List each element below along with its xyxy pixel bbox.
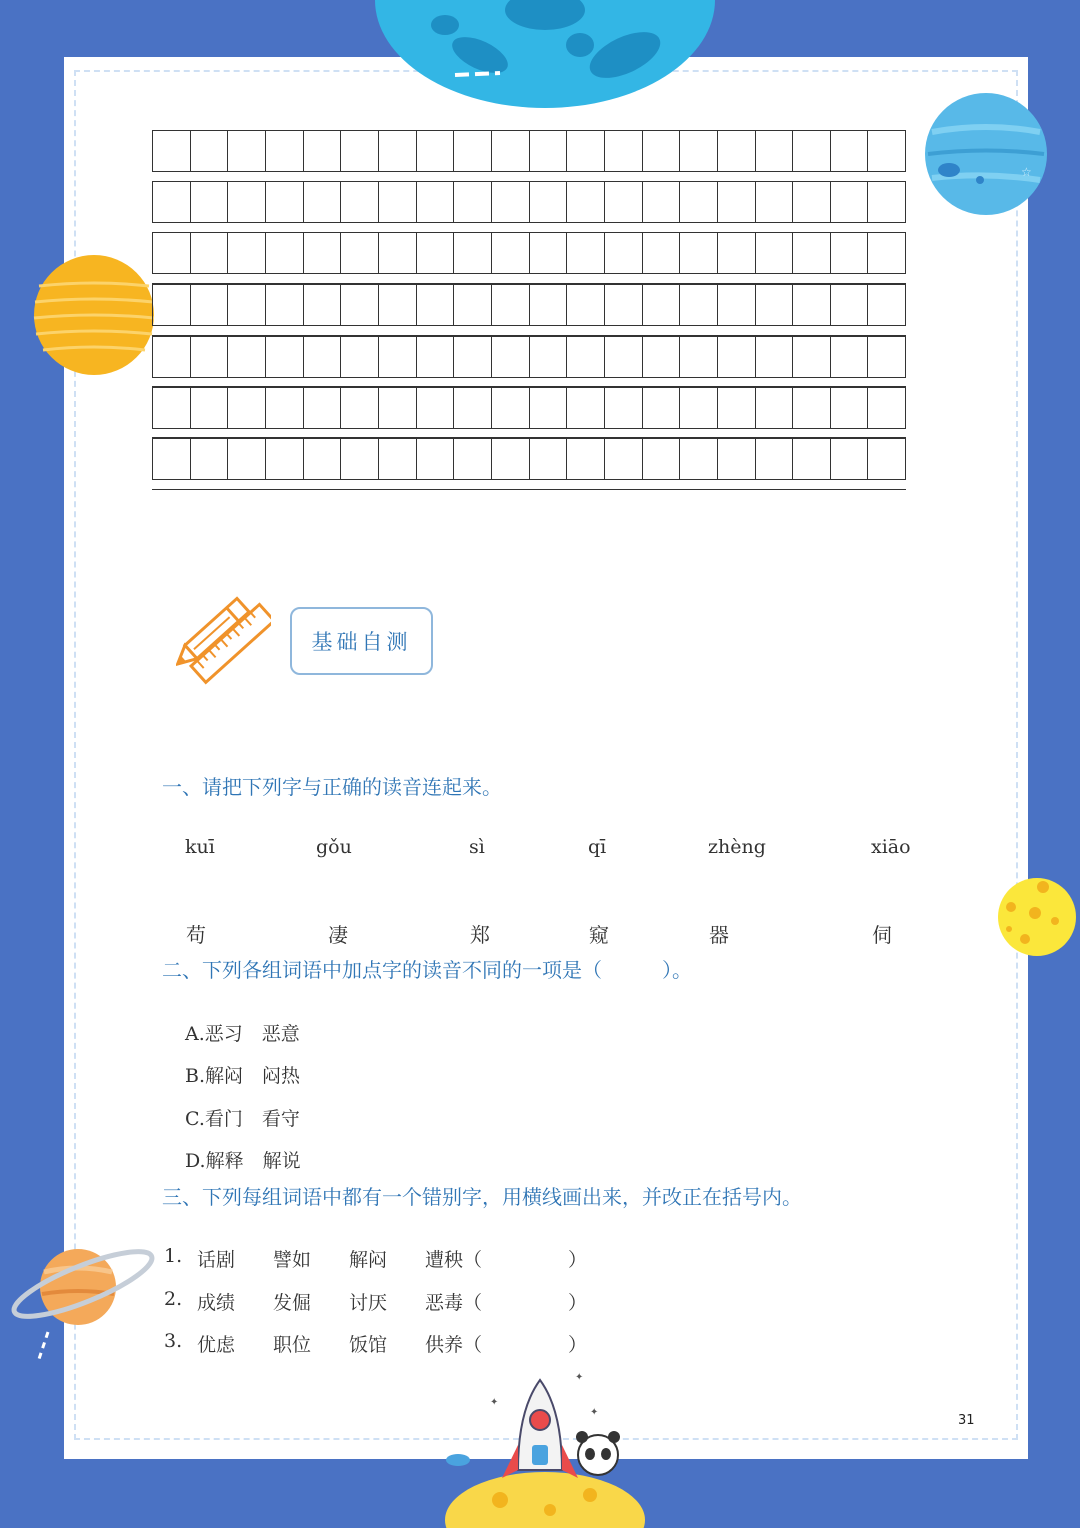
- grid-cell[interactable]: [228, 131, 266, 171]
- q3-word[interactable]: 优虑: [197, 1334, 236, 1356]
- grid-cell[interactable]: [153, 439, 191, 479]
- grid-cell[interactable]: [341, 285, 379, 325]
- svg-text:✦: ✦: [590, 1407, 599, 1418]
- grid-cell[interactable]: [191, 233, 229, 273]
- grid-cell[interactable]: [191, 337, 229, 377]
- grid-cell[interactable]: [379, 285, 417, 325]
- q3-word[interactable]: 话剧: [197, 1249, 236, 1271]
- grid-cell[interactable]: [567, 233, 605, 273]
- grid-cell[interactable]: [304, 439, 342, 479]
- grid-separator: [152, 489, 906, 490]
- grid-cell[interactable]: [793, 131, 831, 171]
- q3-word[interactable]: 讨厌: [349, 1292, 388, 1314]
- moon-planet-icon: [375, 0, 715, 110]
- grid-row: [152, 130, 906, 172]
- q3-close-paren: ）: [568, 1249, 588, 1271]
- grid-row: [152, 181, 906, 223]
- grid-cell[interactable]: [153, 182, 191, 222]
- grid-cell[interactable]: [643, 182, 681, 222]
- q3-word[interactable]: 职位: [273, 1334, 312, 1356]
- grid-cell[interactable]: [567, 337, 605, 377]
- q3-word[interactable]: 解闷: [349, 1249, 388, 1271]
- grid-cell[interactable]: [605, 285, 643, 325]
- grid-cell[interactable]: [831, 439, 869, 479]
- orange-planet-icon: [33, 254, 155, 376]
- q3-word[interactable]: 饭馆: [349, 1334, 388, 1356]
- grid-cell[interactable]: [567, 285, 605, 325]
- question-1-heading: 一、请把下列字与正确的读音连起来。: [162, 775, 502, 799]
- grid-cell[interactable]: [228, 285, 266, 325]
- grid-cell[interactable]: [454, 233, 492, 273]
- character-item[interactable]: 窥: [589, 923, 609, 947]
- grid-cell[interactable]: [831, 285, 869, 325]
- grid-cell[interactable]: [680, 285, 718, 325]
- section-title-box: [290, 607, 433, 675]
- grid-cell[interactable]: [191, 388, 229, 428]
- grid-cell[interactable]: [228, 182, 266, 222]
- grid-cell[interactable]: [417, 233, 455, 273]
- option-a[interactable]: A.恶习 恶意: [185, 1023, 300, 1045]
- grid-cell[interactable]: [793, 439, 831, 479]
- q3-close-paren: ）: [568, 1334, 588, 1356]
- grid-cell[interactable]: [756, 233, 794, 273]
- grid-cell[interactable]: [793, 285, 831, 325]
- grid-cell[interactable]: [153, 285, 191, 325]
- grid-cell[interactable]: [492, 439, 530, 479]
- grid-cell[interactable]: [454, 285, 492, 325]
- grid-cell[interactable]: [530, 182, 568, 222]
- grid-cell[interactable]: [454, 131, 492, 171]
- grid-cell[interactable]: [793, 233, 831, 273]
- grid-cell[interactable]: [605, 182, 643, 222]
- grid-cell[interactable]: [793, 388, 831, 428]
- pinyin-item[interactable]: zhèng: [708, 836, 766, 858]
- grid-cell[interactable]: [153, 233, 191, 273]
- grid-cell[interactable]: [379, 439, 417, 479]
- grid-cell[interactable]: [191, 439, 229, 479]
- grid-cell[interactable]: [680, 337, 718, 377]
- svg-text:✦: ✦: [575, 1372, 584, 1383]
- question-3-heading: 三、下列每组词语中都有一个错别字，用横线画出来，并改正在括号内。: [162, 1185, 802, 1209]
- q3-word[interactable]: 供养（: [425, 1334, 483, 1356]
- grid-cell[interactable]: [304, 337, 342, 377]
- character-item[interactable]: 凄: [328, 923, 348, 947]
- grid-cell[interactable]: [417, 182, 455, 222]
- saturn-icon: [8, 1242, 158, 1372]
- grid-cell[interactable]: [341, 439, 379, 479]
- grid-cell[interactable]: [868, 182, 905, 222]
- grid-cell[interactable]: [868, 337, 905, 377]
- grid-row: [152, 438, 906, 480]
- grid-cell[interactable]: [831, 182, 869, 222]
- q3-close-paren: ）: [568, 1292, 588, 1314]
- grid-cell[interactable]: [530, 285, 568, 325]
- grid-cell[interactable]: [266, 182, 304, 222]
- grid-cell[interactable]: [492, 337, 530, 377]
- grid-cell[interactable]: [228, 388, 266, 428]
- grid-cell[interactable]: [454, 388, 492, 428]
- character-item[interactable]: 苟: [186, 923, 206, 947]
- pencil-ruler-icon: [176, 588, 271, 686]
- rocket-panda-icon: [440, 1360, 650, 1528]
- pinyin-item[interactable]: kuī: [185, 836, 215, 858]
- grid-cell[interactable]: [643, 337, 681, 377]
- grid-cell[interactable]: [605, 131, 643, 171]
- q3-item-number: 3.: [164, 1330, 183, 1352]
- grid-cell[interactable]: [718, 182, 756, 222]
- grid-cell[interactable]: [680, 182, 718, 222]
- grid-cell[interactable]: [492, 285, 530, 325]
- grid-cell[interactable]: [191, 131, 229, 171]
- q3-item-number: 1.: [164, 1245, 183, 1267]
- pinyin-item[interactable]: gǒu: [316, 836, 352, 858]
- grid-cell[interactable]: [492, 233, 530, 273]
- option-d[interactable]: D.解释 解说: [185, 1150, 301, 1172]
- pinyin-item[interactable]: qī: [588, 836, 607, 858]
- grid-cell[interactable]: [228, 439, 266, 479]
- q3-word[interactable]: 遭秧（: [425, 1249, 483, 1271]
- grid-cell[interactable]: [643, 388, 681, 428]
- grid-cell[interactable]: [718, 233, 756, 273]
- grid-cell[interactable]: [680, 233, 718, 273]
- grid-cell[interactable]: [605, 439, 643, 479]
- grid-row: [152, 387, 906, 429]
- grid-cell[interactable]: [831, 337, 869, 377]
- grid-cell[interactable]: [718, 388, 756, 428]
- grid-cell[interactable]: [266, 285, 304, 325]
- grid-cell[interactable]: [379, 182, 417, 222]
- grid-cell[interactable]: [643, 285, 681, 325]
- svg-text:✦: ✦: [490, 1397, 499, 1408]
- grid-cell[interactable]: [266, 131, 304, 171]
- grid-cell[interactable]: [341, 388, 379, 428]
- pinyin-item[interactable]: xiāo: [871, 836, 911, 858]
- grid-cell[interactable]: [417, 285, 455, 325]
- grid-cell[interactable]: [793, 182, 831, 222]
- grid-cell[interactable]: [304, 285, 342, 325]
- grid-cell[interactable]: [304, 131, 342, 171]
- option-c[interactable]: C.看门 看守: [185, 1108, 300, 1130]
- character-item[interactable]: 器: [709, 923, 729, 947]
- grid-cell[interactable]: [379, 131, 417, 171]
- grid-cell[interactable]: [643, 233, 681, 273]
- grid-cell[interactable]: [756, 182, 794, 222]
- grid-cell[interactable]: [868, 233, 905, 273]
- grid-cell[interactable]: [266, 337, 304, 377]
- grid-row: [152, 284, 906, 326]
- grid-cell[interactable]: [718, 337, 756, 377]
- grid-cell[interactable]: [341, 131, 379, 171]
- yellow-planet-icon: [997, 877, 1077, 957]
- grid-cell[interactable]: [379, 233, 417, 273]
- svg-text:☆: ☆: [1021, 165, 1032, 179]
- grid-cell[interactable]: [379, 388, 417, 428]
- grid-cell[interactable]: [492, 388, 530, 428]
- grid-cell[interactable]: [831, 388, 869, 428]
- q3-word[interactable]: 成绩: [197, 1292, 236, 1314]
- q3-word[interactable]: 恶毒（: [425, 1292, 483, 1314]
- grid-cell[interactable]: [643, 131, 681, 171]
- blue-planet-icon: [924, 92, 1048, 216]
- grid-cell[interactable]: [341, 233, 379, 273]
- grid-cell[interactable]: [492, 182, 530, 222]
- grid-cell[interactable]: [191, 182, 229, 222]
- grid-cell[interactable]: [266, 439, 304, 479]
- grid-cell[interactable]: [228, 337, 266, 377]
- grid-cell[interactable]: [567, 439, 605, 479]
- grid-cell[interactable]: [718, 439, 756, 479]
- grid-cell[interactable]: [831, 131, 869, 171]
- grid-cell[interactable]: [530, 131, 568, 171]
- grid-cell[interactable]: [868, 285, 905, 325]
- grid-cell[interactable]: [454, 182, 492, 222]
- grid-cell[interactable]: [341, 182, 379, 222]
- grid-cell[interactable]: [153, 337, 191, 377]
- grid-cell[interactable]: [605, 388, 643, 428]
- q3-word[interactable]: 譬如: [273, 1249, 312, 1271]
- grid-cell[interactable]: [793, 337, 831, 377]
- grid-cell[interactable]: [567, 388, 605, 428]
- grid-cell[interactable]: [567, 131, 605, 171]
- grid-cell[interactable]: [756, 388, 794, 428]
- grid-cell[interactable]: [379, 337, 417, 377]
- q3-item-number: 2.: [164, 1288, 183, 1310]
- grid-cell[interactable]: [605, 233, 643, 273]
- character-item[interactable]: 伺: [872, 923, 892, 947]
- grid-cell[interactable]: [304, 182, 342, 222]
- grid-cell[interactable]: [756, 337, 794, 377]
- grid-cell[interactable]: [680, 388, 718, 428]
- grid-cell[interactable]: [191, 285, 229, 325]
- section-title: 基础自测: [311, 630, 412, 654]
- q3-word[interactable]: 发倔: [273, 1292, 312, 1314]
- dashed-border: [74, 70, 1018, 1440]
- grid-cell[interactable]: [417, 439, 455, 479]
- grid-cell[interactable]: [868, 131, 905, 171]
- grid-cell[interactable]: [228, 233, 266, 273]
- grid-cell[interactable]: [153, 131, 191, 171]
- grid-cell[interactable]: [417, 388, 455, 428]
- grid-cell[interactable]: [530, 439, 568, 479]
- grid-cell[interactable]: [567, 182, 605, 222]
- grid-cell[interactable]: [680, 439, 718, 479]
- grid-cell[interactable]: [492, 131, 530, 171]
- grid-cell[interactable]: [266, 233, 304, 273]
- grid-cell[interactable]: [718, 285, 756, 325]
- option-b[interactable]: B.解闷 闷热: [185, 1065, 301, 1087]
- grid-cell[interactable]: [153, 388, 191, 428]
- grid-cell[interactable]: [530, 388, 568, 428]
- grid-row: [152, 336, 906, 378]
- grid-cell[interactable]: [266, 388, 304, 428]
- page-number: 31: [958, 1413, 975, 1428]
- grid-cell[interactable]: [756, 285, 794, 325]
- grid-cell[interactable]: [680, 131, 718, 171]
- grid-cell[interactable]: [868, 388, 905, 428]
- grid-row: [152, 232, 906, 274]
- grid-cell[interactable]: [304, 233, 342, 273]
- grid-cell[interactable]: [454, 439, 492, 479]
- grid-cell[interactable]: [341, 337, 379, 377]
- grid-cell[interactable]: [605, 337, 643, 377]
- grid-cell[interactable]: [718, 131, 756, 171]
- grid-cell[interactable]: [643, 439, 681, 479]
- grid-cell[interactable]: [454, 337, 492, 377]
- grid-cell[interactable]: [831, 233, 869, 273]
- grid-cell[interactable]: [417, 337, 455, 377]
- grid-cell[interactable]: [756, 439, 794, 479]
- question-2-heading: 二、下列各组词语中加点字的读音不同的一项是（ ）。: [162, 958, 692, 982]
- grid-cell[interactable]: [530, 337, 568, 377]
- grid-cell[interactable]: [304, 388, 342, 428]
- grid-cell[interactable]: [756, 131, 794, 171]
- grid-cell[interactable]: [530, 233, 568, 273]
- grid-cell[interactable]: [868, 439, 905, 479]
- character-item[interactable]: 郑: [470, 923, 490, 947]
- pinyin-item[interactable]: sì: [469, 836, 485, 858]
- grid-cell[interactable]: [417, 131, 455, 171]
